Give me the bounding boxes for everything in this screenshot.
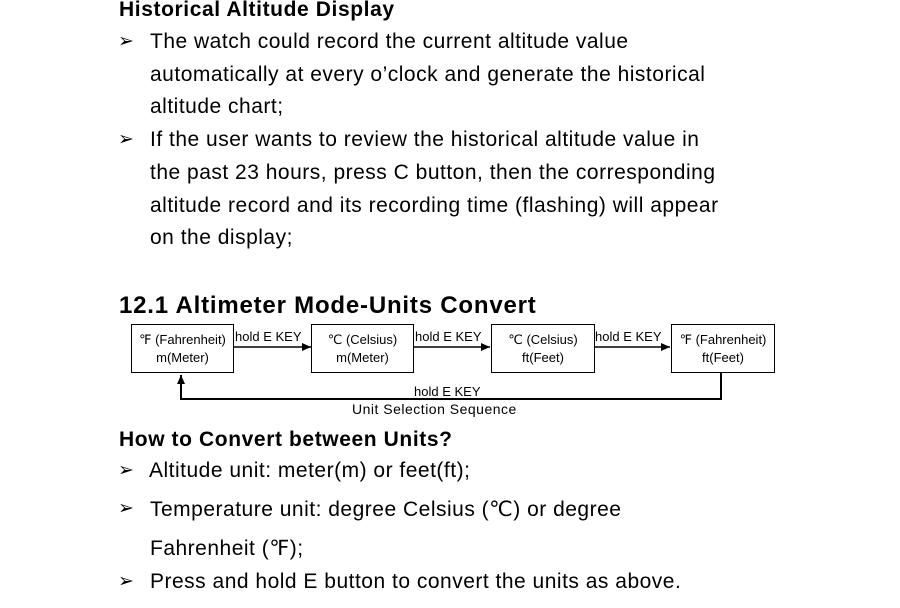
- bullet-arrow-icon: ➢: [118, 571, 134, 592]
- bullet-line: The watch could record the current altitude value: [150, 30, 629, 53]
- diagram-caption: Unit Selection Sequence: [352, 401, 517, 417]
- box-temp-unit: ℉ (Fahrenheit): [679, 332, 767, 347]
- bullet-line: Press and hold E button to convert the units as above.: [150, 570, 682, 593]
- bullet-line: altitude record and its recording time (flashing) will appear: [150, 194, 719, 217]
- unit-box-f-m: [131, 324, 234, 373]
- bullet-line: Temperature unit: degree Celsius (℃) or degree: [150, 498, 622, 521]
- box-alt-unit: m(Meter): [336, 350, 389, 365]
- bullet-arrow-icon: ➢: [118, 129, 134, 150]
- bullet-line: on the display;: [150, 226, 293, 249]
- section-heading-how-to-convert: How to Convert between Units?: [119, 428, 453, 451]
- edge-label: hold E KEY: [595, 329, 662, 344]
- bullet-line: automatically at every o’clock and generate the historical: [150, 63, 706, 86]
- box-temp-unit: ℃ (Celsius): [508, 332, 578, 347]
- bullet-line: If the user wants to review the historical altitude value in: [150, 128, 700, 151]
- edge-label: hold E KEY: [235, 329, 302, 344]
- bullet-arrow-icon: ➢: [118, 498, 134, 519]
- bullet-arrow-icon: ➢: [118, 31, 134, 52]
- unit-box-f-ft: [671, 324, 775, 373]
- bullet-line: the past 23 hours, press C button, then the corresponding: [150, 161, 716, 184]
- section-heading-historical-altitude: Historical Altitude Display: [119, 0, 395, 21]
- box-alt-unit: ft(Feet): [522, 350, 564, 365]
- box-temp-unit: ℃ (Celsius): [327, 332, 398, 347]
- section-heading-units-convert: 12.1 Altimeter Mode-Units Convert: [119, 292, 537, 319]
- unit-box-c-ft: [491, 324, 595, 373]
- bullet-line: altitude chart;: [150, 95, 284, 118]
- box-temp-unit: ℉ (Fahrenheit): [139, 332, 226, 347]
- box-alt-unit: m(Meter): [156, 350, 209, 365]
- box-alt-unit: ft(Feet): [702, 350, 744, 365]
- bullet-line: Fahrenheit (℉);: [150, 537, 304, 560]
- return-edge-label: hold E KEY: [414, 384, 481, 399]
- bullet-arrow-icon: ➢: [118, 460, 134, 481]
- edge-label: hold E KEY: [415, 329, 482, 344]
- unit-box-c-m: [311, 324, 414, 373]
- bullet-line: Altitude unit: meter(m) or feet(ft);: [149, 459, 471, 482]
